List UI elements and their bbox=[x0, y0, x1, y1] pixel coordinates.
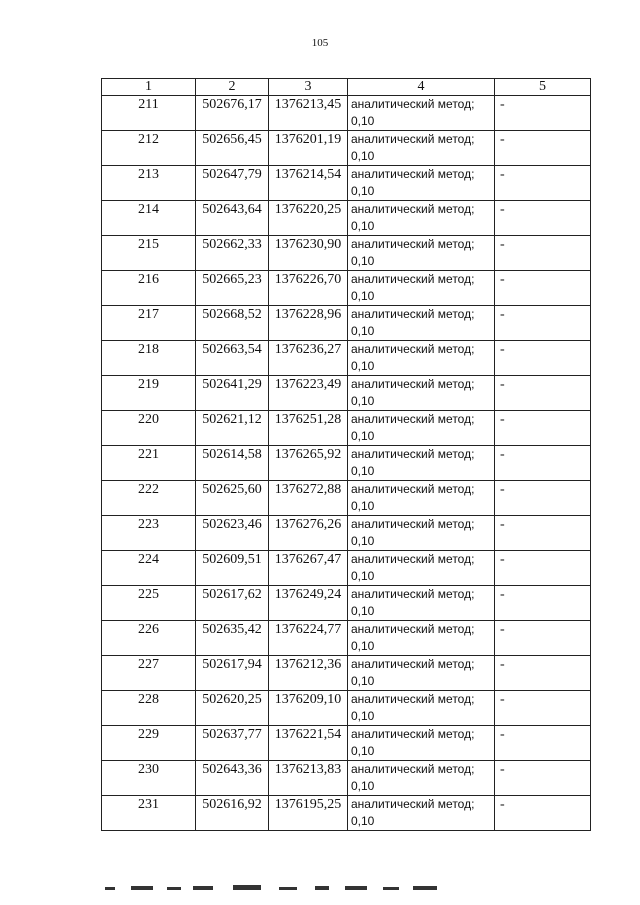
cell-point-number: 225 bbox=[102, 586, 196, 621]
cell-x-coordinate: 502609,51 bbox=[196, 551, 269, 586]
cell-y-coordinate: 1376212,36 bbox=[269, 656, 348, 691]
cell-note: - bbox=[495, 761, 591, 796]
cell-point-number: 215 bbox=[102, 236, 196, 271]
cell-method bbox=[348, 341, 495, 376]
method-text: аналитический метод; 0,10 bbox=[351, 377, 475, 408]
cell-point-number: 212 bbox=[102, 131, 196, 166]
column-header-2: 2 bbox=[196, 79, 269, 96]
cell-point-number: 228 bbox=[102, 691, 196, 726]
cell-method bbox=[348, 411, 495, 446]
cell-y-coordinate: 1376251,28 bbox=[269, 411, 348, 446]
table-row bbox=[102, 691, 591, 726]
cell-note: - bbox=[495, 726, 591, 761]
method-text: аналитический метод; 0,10 bbox=[351, 587, 475, 618]
cell-method bbox=[348, 726, 495, 761]
cell-y-coordinate: 1376228,96 bbox=[269, 306, 348, 341]
method-text: аналитический метод; 0,10 bbox=[351, 412, 475, 443]
coordinates-table bbox=[101, 78, 591, 831]
cell-x-coordinate: 502617,62 bbox=[196, 586, 269, 621]
cell-point-number: 214 bbox=[102, 201, 196, 236]
cell-y-coordinate: 1376224,77 bbox=[269, 621, 348, 656]
method-text: аналитический метод; 0,10 bbox=[351, 797, 475, 828]
cell-y-coordinate: 1376195,25 bbox=[269, 796, 348, 831]
cell-y-coordinate: 1376214,54 bbox=[269, 166, 348, 201]
method-text: аналитический метод; 0,10 bbox=[351, 342, 475, 373]
cell-note: - bbox=[495, 201, 591, 236]
cell-x-coordinate: 502676,17 bbox=[196, 96, 269, 131]
cell-x-coordinate: 502641,29 bbox=[196, 376, 269, 411]
cell-method bbox=[348, 446, 495, 481]
method-text: аналитический метод; 0,10 bbox=[351, 272, 475, 303]
cell-note: - bbox=[495, 271, 591, 306]
cell-y-coordinate: 1376223,49 bbox=[269, 376, 348, 411]
cell-x-coordinate: 502663,54 bbox=[196, 341, 269, 376]
cell-x-coordinate: 502621,12 bbox=[196, 411, 269, 446]
cell-note: - bbox=[495, 656, 591, 691]
table-row bbox=[102, 306, 591, 341]
cell-point-number: 216 bbox=[102, 271, 196, 306]
cell-method bbox=[348, 586, 495, 621]
cell-y-coordinate: 1376249,24 bbox=[269, 586, 348, 621]
cell-x-coordinate: 502668,52 bbox=[196, 306, 269, 341]
table-row bbox=[102, 271, 591, 306]
method-text: аналитический метод; 0,10 bbox=[351, 552, 475, 583]
method-text: аналитический метод; 0,10 bbox=[351, 237, 475, 268]
cell-note: - bbox=[495, 621, 591, 656]
cell-point-number: 217 bbox=[102, 306, 196, 341]
table-body bbox=[102, 96, 591, 831]
cell-point-number: 227 bbox=[102, 656, 196, 691]
cell-point-number: 220 bbox=[102, 411, 196, 446]
cell-method bbox=[348, 796, 495, 831]
cell-x-coordinate: 502643,36 bbox=[196, 761, 269, 796]
cell-y-coordinate: 1376213,83 bbox=[269, 761, 348, 796]
method-text: аналитический метод; 0,10 bbox=[351, 482, 475, 513]
cell-x-coordinate: 502656,45 bbox=[196, 131, 269, 166]
cell-point-number: 231 bbox=[102, 796, 196, 831]
cell-method bbox=[348, 656, 495, 691]
cell-y-coordinate: 1376230,90 bbox=[269, 236, 348, 271]
cell-x-coordinate: 502637,77 bbox=[196, 726, 269, 761]
cell-note: - bbox=[495, 586, 591, 621]
cell-y-coordinate: 1376276,26 bbox=[269, 516, 348, 551]
cell-point-number: 224 bbox=[102, 551, 196, 586]
cell-x-coordinate: 502617,94 bbox=[196, 656, 269, 691]
table-row bbox=[102, 236, 591, 271]
table-row bbox=[102, 481, 591, 516]
cell-point-number: 219 bbox=[102, 376, 196, 411]
table-row bbox=[102, 96, 591, 131]
method-text: аналитический метод; 0,10 bbox=[351, 657, 475, 688]
cell-method bbox=[348, 131, 495, 166]
cell-method bbox=[348, 551, 495, 586]
cell-note: - bbox=[495, 446, 591, 481]
table-row bbox=[102, 201, 591, 236]
method-text: аналитический метод; 0,10 bbox=[351, 692, 475, 723]
cell-x-coordinate: 502643,64 bbox=[196, 201, 269, 236]
cell-note: - bbox=[495, 411, 591, 446]
column-header-3: 3 bbox=[269, 79, 348, 96]
method-text: аналитический метод; 0,10 bbox=[351, 97, 475, 128]
cell-note: - bbox=[495, 691, 591, 726]
cell-y-coordinate: 1376209,10 bbox=[269, 691, 348, 726]
cell-note: - bbox=[495, 166, 591, 201]
cell-x-coordinate: 502647,79 bbox=[196, 166, 269, 201]
cell-note: - bbox=[495, 376, 591, 411]
method-text: аналитический метод; 0,10 bbox=[351, 132, 475, 163]
cell-x-coordinate: 502620,25 bbox=[196, 691, 269, 726]
cell-x-coordinate: 502635,42 bbox=[196, 621, 269, 656]
method-text: аналитический метод; 0,10 bbox=[351, 727, 475, 758]
cell-method bbox=[348, 236, 495, 271]
cell-note: - bbox=[495, 96, 591, 131]
cell-point-number: 221 bbox=[102, 446, 196, 481]
cell-method bbox=[348, 761, 495, 796]
table-row bbox=[102, 376, 591, 411]
table-row bbox=[102, 796, 591, 831]
cell-method bbox=[348, 481, 495, 516]
cell-y-coordinate: 1376213,45 bbox=[269, 96, 348, 131]
table-row bbox=[102, 166, 591, 201]
cell-method bbox=[348, 621, 495, 656]
table-row bbox=[102, 551, 591, 586]
table-row bbox=[102, 726, 591, 761]
method-text: аналитический метод; 0,10 bbox=[351, 517, 475, 548]
cut-off-footer-text bbox=[101, 884, 521, 892]
cell-method bbox=[348, 271, 495, 306]
cell-x-coordinate: 502665,23 bbox=[196, 271, 269, 306]
method-text: аналитический метод; 0,10 bbox=[351, 202, 475, 233]
table-row bbox=[102, 761, 591, 796]
method-text: аналитический метод; 0,10 bbox=[351, 762, 475, 793]
column-header-4: 4 bbox=[348, 79, 495, 96]
cell-point-number: 211 bbox=[102, 96, 196, 131]
table-row bbox=[102, 656, 591, 691]
cell-y-coordinate: 1376272,88 bbox=[269, 481, 348, 516]
cell-note: - bbox=[495, 796, 591, 831]
table-row bbox=[102, 621, 591, 656]
cell-method bbox=[348, 201, 495, 236]
method-text: аналитический метод; 0,10 bbox=[351, 307, 475, 338]
cell-note: - bbox=[495, 516, 591, 551]
cell-note: - bbox=[495, 236, 591, 271]
table-row bbox=[102, 411, 591, 446]
table-row bbox=[102, 341, 591, 376]
column-header-5: 5 bbox=[495, 79, 591, 96]
cell-y-coordinate: 1376265,92 bbox=[269, 446, 348, 481]
table-row bbox=[102, 586, 591, 621]
cell-x-coordinate: 502623,46 bbox=[196, 516, 269, 551]
cell-note: - bbox=[495, 306, 591, 341]
cell-note: - bbox=[495, 131, 591, 166]
cell-method bbox=[348, 96, 495, 131]
cell-y-coordinate: 1376220,25 bbox=[269, 201, 348, 236]
cell-y-coordinate: 1376226,70 bbox=[269, 271, 348, 306]
table-row bbox=[102, 516, 591, 551]
cell-x-coordinate: 502662,33 bbox=[196, 236, 269, 271]
column-header-1: 1 bbox=[102, 79, 196, 96]
cell-point-number: 230 bbox=[102, 761, 196, 796]
cell-y-coordinate: 1376236,27 bbox=[269, 341, 348, 376]
cell-x-coordinate: 502614,58 bbox=[196, 446, 269, 481]
cell-method bbox=[348, 516, 495, 551]
page-number: 105 bbox=[311, 37, 329, 49]
cell-point-number: 226 bbox=[102, 621, 196, 656]
cell-point-number: 229 bbox=[102, 726, 196, 761]
table-row bbox=[102, 131, 591, 166]
cell-point-number: 213 bbox=[102, 166, 196, 201]
method-text: аналитический метод; 0,10 bbox=[351, 447, 475, 478]
cell-point-number: 222 bbox=[102, 481, 196, 516]
cell-point-number: 218 bbox=[102, 341, 196, 376]
cell-point-number: 223 bbox=[102, 516, 196, 551]
table-row bbox=[102, 446, 591, 481]
cell-note: - bbox=[495, 481, 591, 516]
cell-y-coordinate: 1376201,19 bbox=[269, 131, 348, 166]
cell-y-coordinate: 1376221,54 bbox=[269, 726, 348, 761]
cell-method bbox=[348, 166, 495, 201]
cell-y-coordinate: 1376267,47 bbox=[269, 551, 348, 586]
table-header-row bbox=[102, 79, 591, 96]
method-text: аналитический метод; 0,10 bbox=[351, 622, 475, 653]
cell-x-coordinate: 502625,60 bbox=[196, 481, 269, 516]
cell-note: - bbox=[495, 341, 591, 376]
cell-x-coordinate: 502616,92 bbox=[196, 796, 269, 831]
cell-method bbox=[348, 376, 495, 411]
cell-method bbox=[348, 691, 495, 726]
cell-method bbox=[348, 306, 495, 341]
cell-note: - bbox=[495, 551, 591, 586]
method-text: аналитический метод; 0,10 bbox=[351, 167, 475, 198]
